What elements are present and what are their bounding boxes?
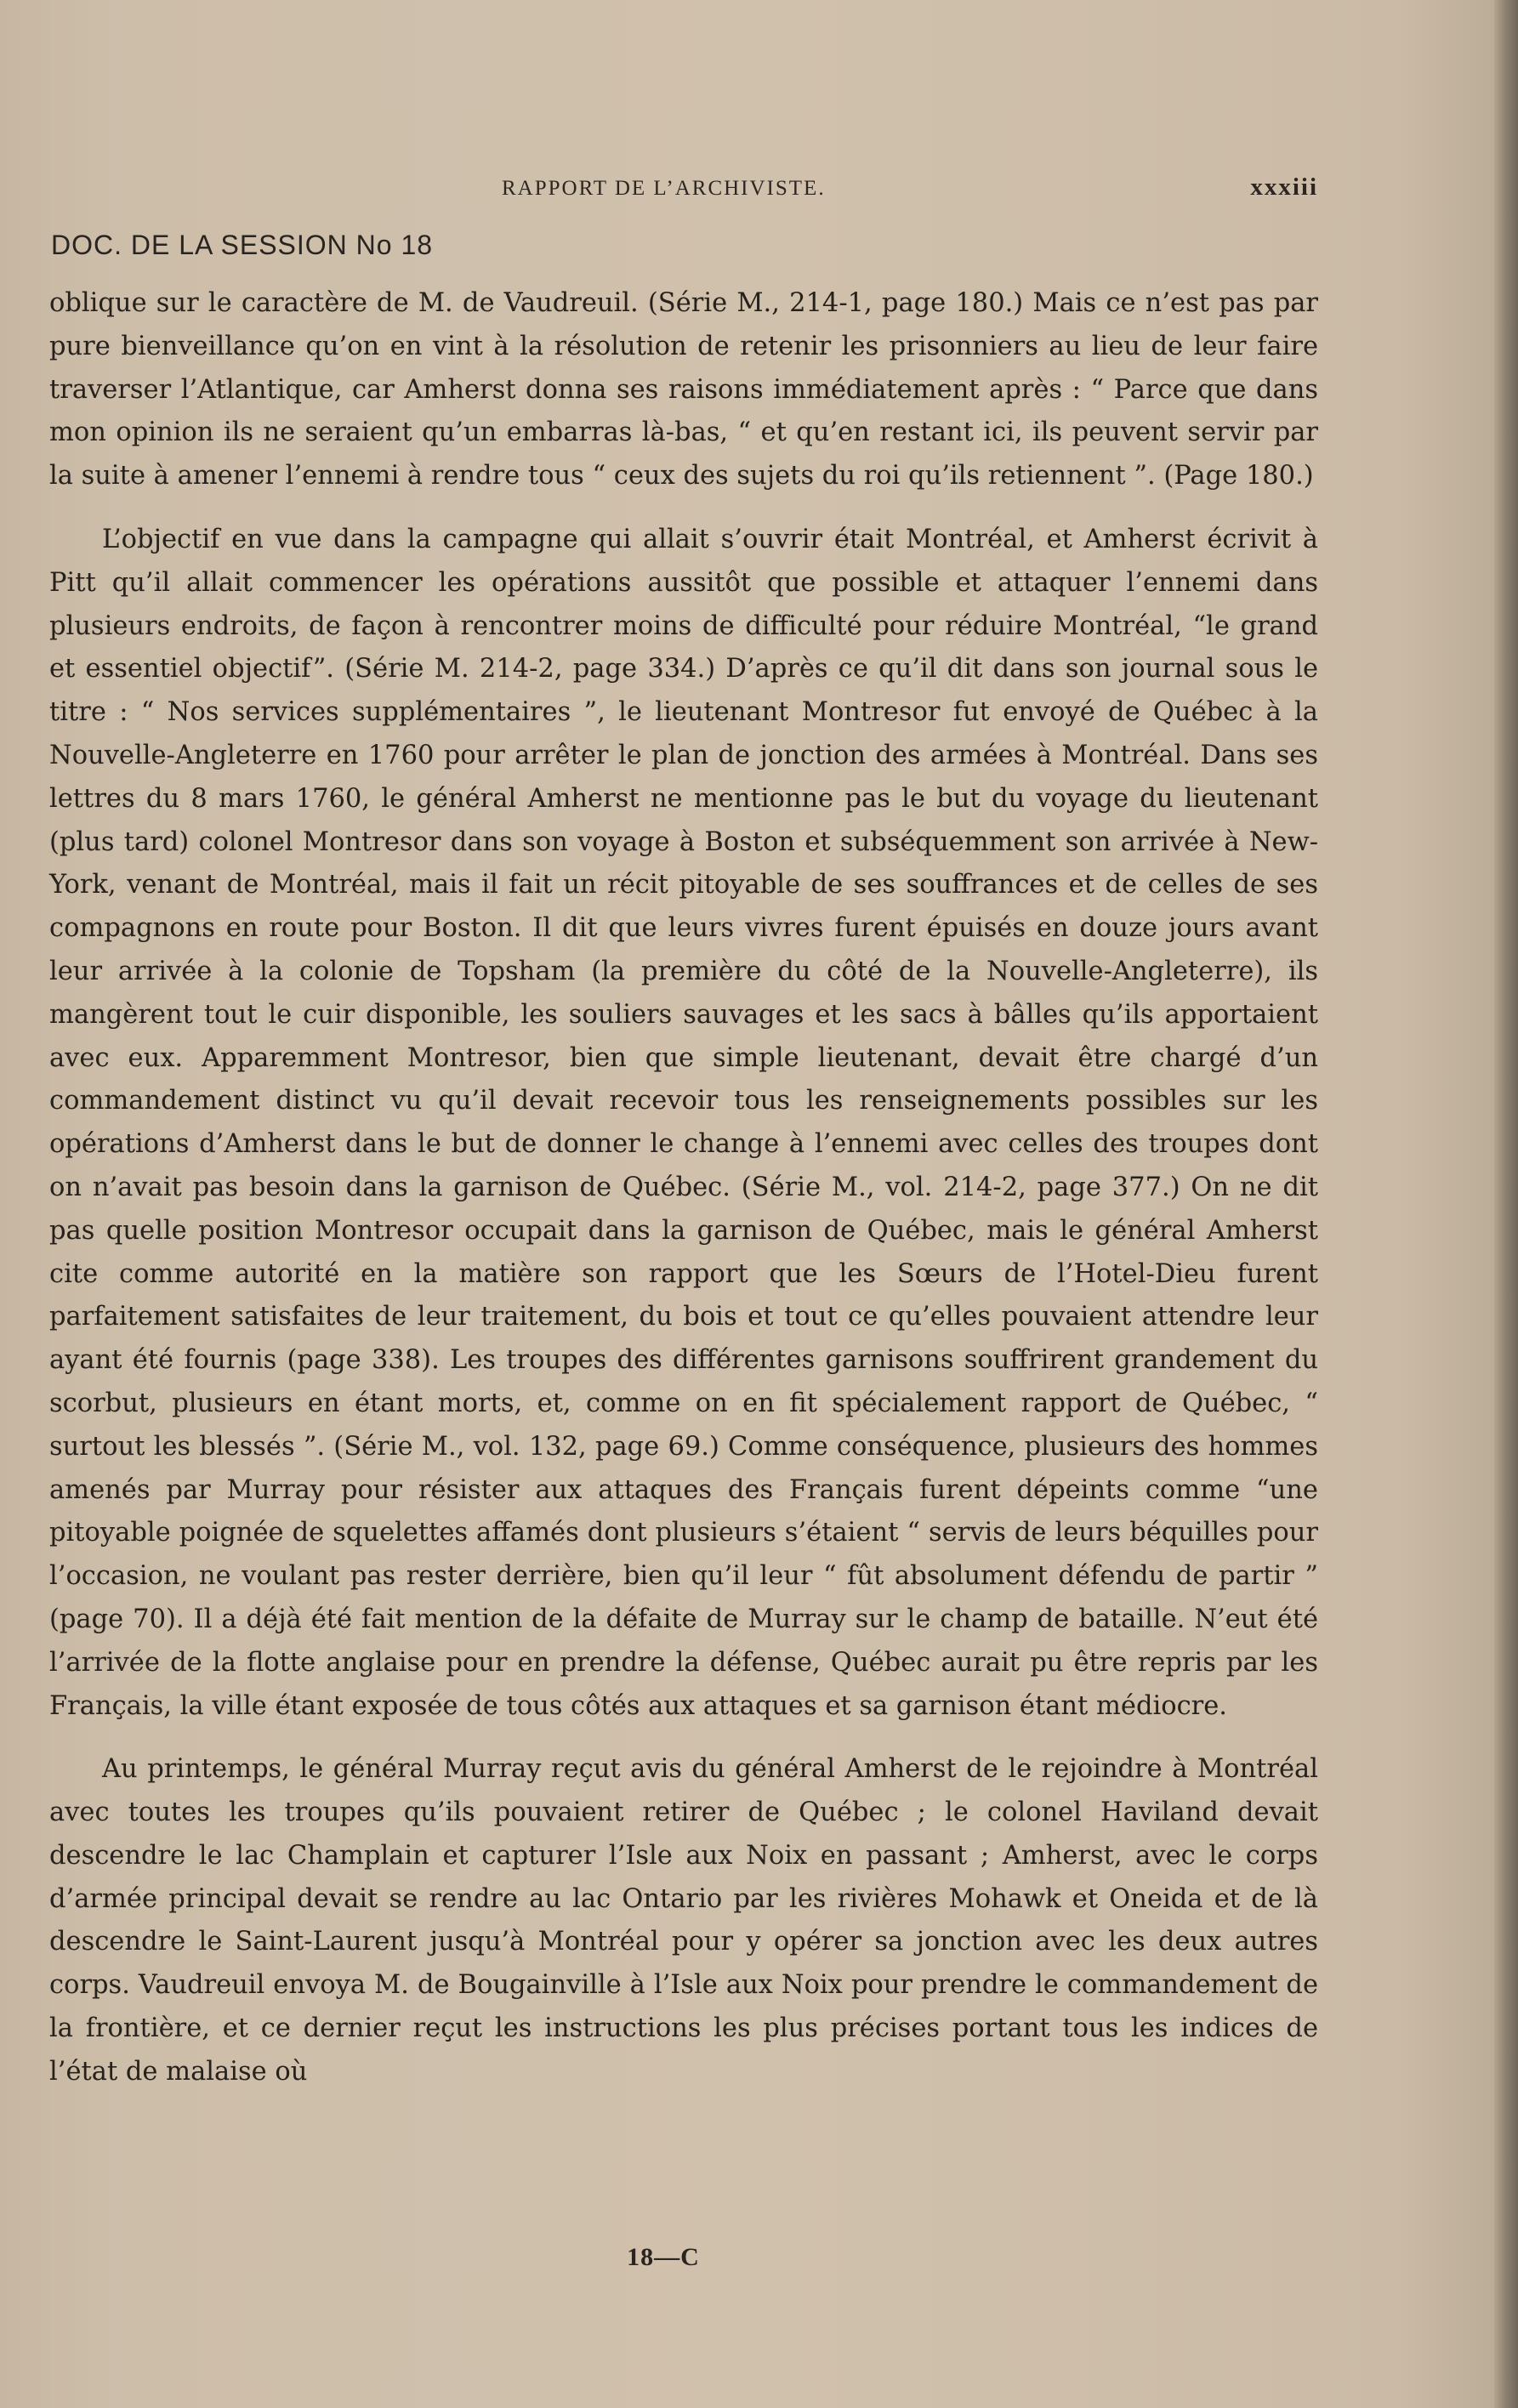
body-text [49, 282, 1318, 2094]
footer-signature: 18—C [627, 2243, 700, 2271]
paragraph-3: Au printemps, le général Murray reçut avis du général Amherst de le rejoindre à Montréal avec toutes les troupes qu’ils pouvaient retirer de Québec ; le colonel Haviland devait descendre le lac Champlain et capturer l’Isle aux Noix en passant ; Amherst, avec le corps d’armée principal devait se rendre au lac Ontario par les rivières Mohawk et Oneida et de là descendre le Saint-Laurent jusqu’à Montréal pour y opérer sa jonction avec les deux autres corps. Vaudreuil envoya M. de Bougainville à l’Isle aux Noix pour prendre le commandement de la frontière, et ce dernier reçut les instructions les plus précises portant tous les indices de l’état de malaise où [49, 1754, 1318, 2087]
paragraph-1: oblique sur le caractère de M. de Vaudreuil. (Série M., 214-1, page 180.) Mais ce n’est pas par pure bienveillance qu’on en vint à la résolution de retenir les prisonniers au lieu de leur faire traverser l’Atlantique, car Amherst donna ses raisons immédiatement après : “ Parce que dans mon opinion ils ne seraient qu’un embarras là-bas, “ et qu’en restant ici, ils peuvent servir par la suite à amener l’ennemi à rendre tous “ ceux des sujets du roi qu’ils retiennent ”. (Page 180.) [49, 288, 1318, 491]
doc-session-label: DOC. DE LA SESSION No 18 [51, 230, 434, 260]
header-page-number: xxxiii [1250, 173, 1318, 201]
running-header [51, 170, 1318, 213]
header-title: RAPPORT DE L’ARCHIVISTE. [502, 177, 826, 200]
paragraph-2: L’objectif en vue dans la campagne qui allait s’ouvrir était Montréal, et Amherst écrivit à Pitt qu’il allait commencer les opérations aussitôt que possible et attaquer l’ennemi dans plusieurs endroits, de façon à rencontrer moins de difficulté pour réduire Montréal, “le grand et essentiel objectif”. (Série M. 214-2, page 334.) D’après ce qu’il dit dans son journal sous le titre : “ Nos services supplémentaires ”, le lieutenant Montresor fut envoyé de Québec à la Nouvelle-Angleterre en 1760 pour arrêter le plan de jonction des armées à Montréal. Dans ses lettres du 8 mars 1760, le général Amherst ne mentionne pas le but du voyage du lieutenant (plus tard) colonel Montresor dans son voyage à Boston et subséquemment son arrivée à New-York, venant de Montréal, mais il fait un récit pitoyable de ses souffrances et de celles de ses compagnons en route pour Boston. Il dit que leurs vivres furent épuisés en douze jours avant leur arrivée à la colonie de Topsham (la première du côté de la Nouvelle-Angleterre), ils mangèrent tout le cuir disponible, les souliers sauvages et les sacs à bâlles qu’ils apportaient avec eux. Apparemment Montresor, bien que simple lieutenant, devait être chargé d’un commandement distinct vu qu’il devait recevoir tous les renseignements possibles sur les opérations d’Amherst dans le but de donner le change à l’ennemi avec celles des troupes dont on n’avait pas besoin dans la garnison de Québec. (Série M., vol. 214-2, page 377.) On ne dit pas quelle position Montresor occupait dans la garnison de Québec, mais le général Amherst cite comme autorité en la matière son rapport que les Sœurs de l’Hotel-Dieu furent parfaitement satisfaites de leur traitement, du bois et tout ce qu’elles pouvaient attendre leur ayant été fournis (page 338). Les troupes des différentes garnisons souffrirent grandement du scorbut, plusieurs en étant morts, et, comme on en fit spécialement rapport de Québec, “ surtout les blessés ”. (Série M., vol. 132, page 69.) Comme conséquence, plusieurs des hommes amenés par Murray pour résister aux attaques des Français furent dépeints comme “une pitoyable poignée de squelettes affamés dont plusieurs s’étaient “ servis de leurs béquilles pour l’occasion, ne voulant pas rester derrière, bien qu’il leur “ fût absolument défendu de partir ” (page 70). Il a déjà été fait mention de la défaite de Murray sur le champ de bataille. N’eut été l’arrivée de la flotte anglaise pour en prendre la défense, Québec aurait pu être repris par les Français, la ville étant exposée de tous côtés aux attaques et sa garnison étant médiocre. [49, 524, 1318, 1721]
page-edge-shadow [1494, 0, 1518, 2408]
